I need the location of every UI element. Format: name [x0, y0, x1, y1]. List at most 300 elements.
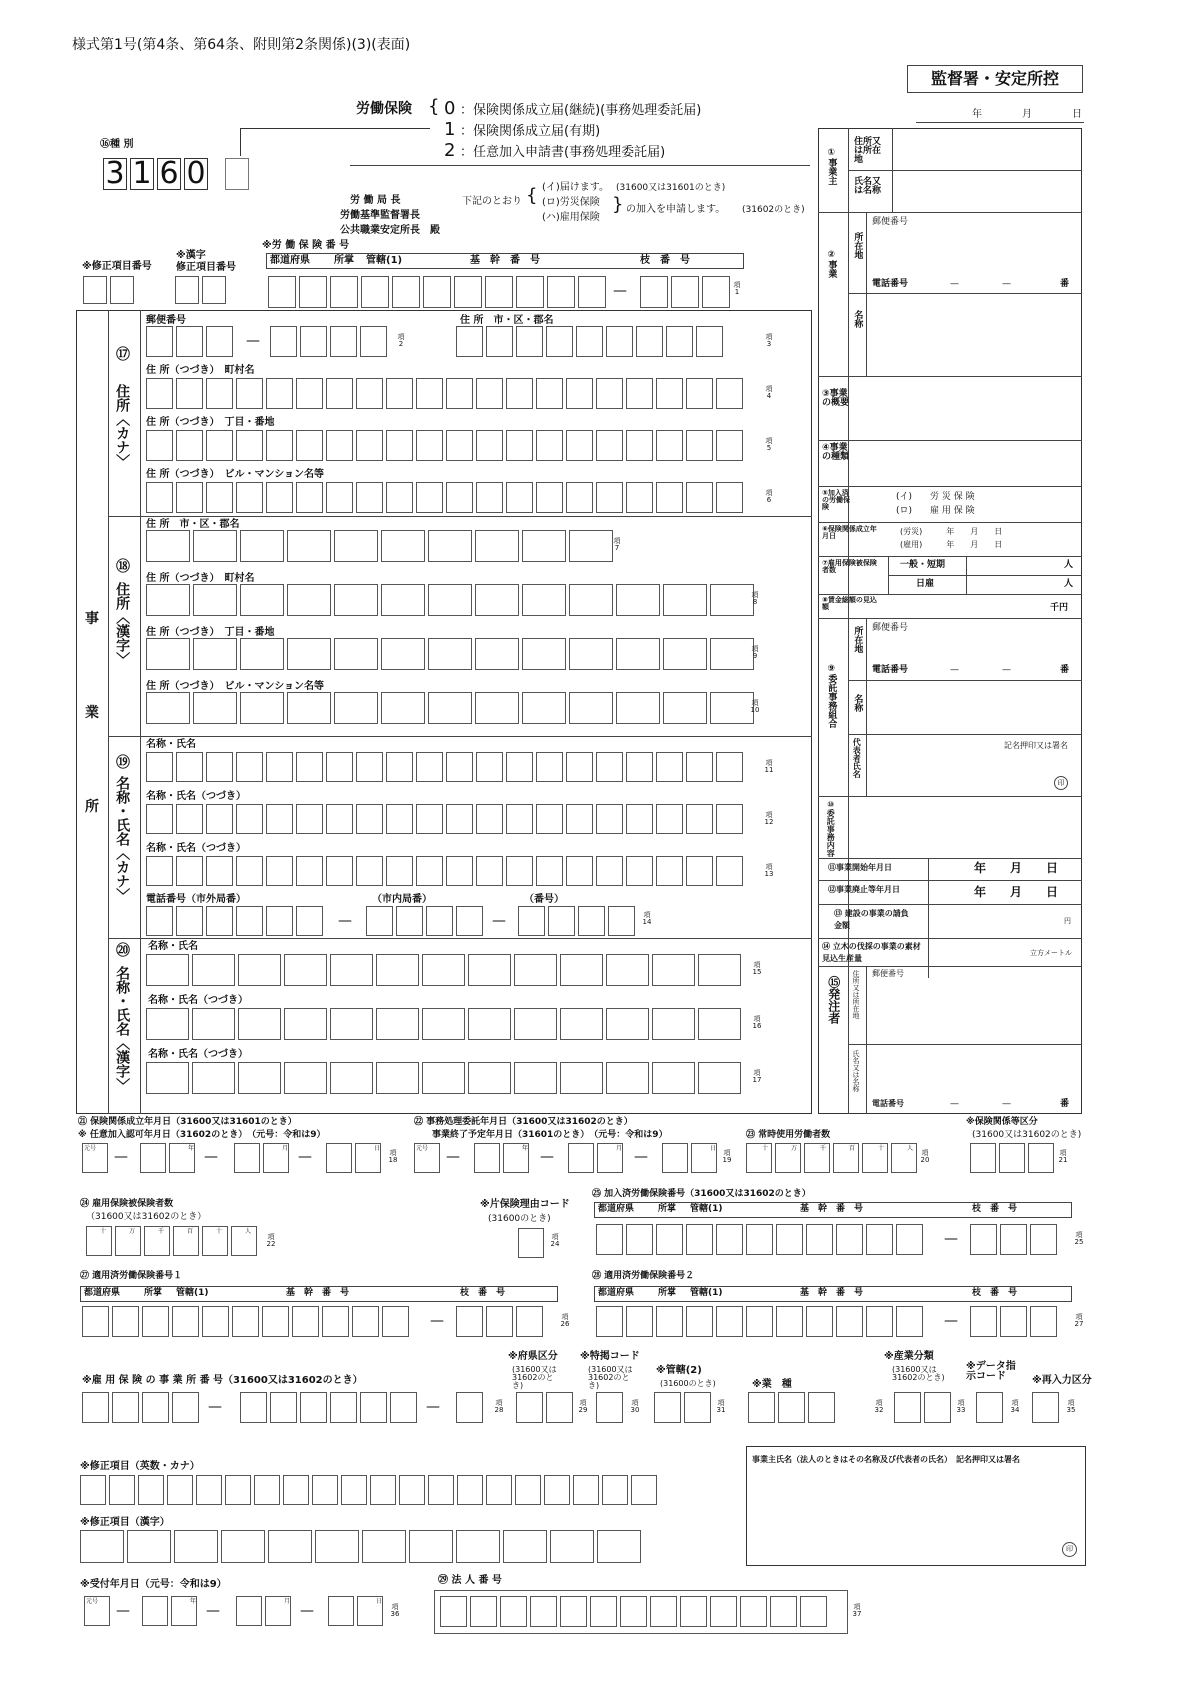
input-cell[interactable] [891, 1143, 917, 1173]
input-cell[interactable] [640, 276, 668, 308]
input-cell[interactable] [454, 276, 482, 308]
input-cell[interactable] [716, 482, 743, 513]
input-cell[interactable] [231, 1226, 257, 1256]
input-cell[interactable] [596, 1306, 623, 1337]
input-cell[interactable] [396, 906, 423, 936]
input-cell[interactable] [456, 906, 483, 936]
input-cell[interactable] [569, 638, 613, 670]
input-cell[interactable] [146, 584, 190, 616]
input-cell[interactable] [112, 1392, 139, 1423]
input-cell[interactable] [266, 482, 293, 513]
input-cell[interactable] [287, 530, 331, 562]
input-cell[interactable] [206, 378, 233, 409]
input-cell[interactable] [146, 326, 173, 357]
input-cell[interactable] [716, 752, 743, 782]
type-code-digit[interactable]: 3 [103, 158, 127, 190]
input-cell[interactable] [193, 692, 237, 724]
input-cell[interactable] [176, 906, 203, 936]
input-cell[interactable] [746, 1224, 773, 1255]
input-cell[interactable] [475, 530, 519, 562]
input-cell[interactable] [696, 326, 723, 357]
input-cell[interactable] [596, 1392, 623, 1423]
input-cell[interactable] [590, 1596, 617, 1627]
input-cell[interactable] [422, 1008, 465, 1040]
input-cell[interactable] [656, 378, 683, 409]
input-cell[interactable] [602, 1475, 628, 1505]
input-cell[interactable] [476, 856, 503, 886]
input-cell[interactable] [428, 638, 472, 670]
input-cell[interactable] [416, 804, 443, 834]
input-cell[interactable] [620, 1596, 647, 1627]
input-cell[interactable] [236, 482, 263, 513]
input-cell[interactable] [238, 954, 281, 986]
input-cell[interactable] [270, 1392, 297, 1423]
input-cell[interactable] [142, 1392, 169, 1423]
input-cell[interactable] [616, 692, 660, 724]
input-cell[interactable] [236, 804, 263, 834]
input-cell[interactable] [1030, 1224, 1057, 1255]
input-cell[interactable] [146, 1062, 189, 1094]
input-cell[interactable] [334, 638, 378, 670]
input-cell[interactable] [671, 276, 699, 308]
input-cell[interactable] [284, 1062, 327, 1094]
input-cell[interactable] [516, 1306, 543, 1337]
input-cell[interactable] [193, 584, 237, 616]
input-cell[interactable] [666, 326, 693, 357]
input-cell[interactable] [326, 430, 353, 461]
input-cell[interactable] [606, 326, 633, 357]
input-cell[interactable] [330, 1062, 373, 1094]
input-cell[interactable] [240, 692, 284, 724]
input-cell[interactable] [192, 1062, 235, 1094]
input-cell[interactable] [476, 482, 503, 513]
input-cell[interactable] [428, 584, 472, 616]
input-cell[interactable] [206, 906, 233, 936]
input-cell[interactable] [356, 804, 383, 834]
input-cell[interactable] [475, 584, 519, 616]
input-cell[interactable] [334, 692, 378, 724]
input-cell[interactable] [423, 276, 451, 308]
input-cell[interactable] [896, 1306, 923, 1337]
input-cell[interactable] [146, 856, 173, 886]
input-cell[interactable] [352, 1306, 379, 1337]
input-cell[interactable] [702, 276, 730, 308]
input-cell[interactable] [376, 1008, 419, 1040]
input-cell[interactable] [206, 430, 233, 461]
input-cell[interactable] [999, 1143, 1025, 1173]
type-code-digit[interactable]: 6 [157, 158, 181, 190]
input-cell[interactable] [626, 482, 653, 513]
input-cell[interactable] [456, 1392, 483, 1423]
input-cell[interactable] [804, 1143, 830, 1173]
input-cell[interactable] [518, 1228, 544, 1258]
input-cell[interactable] [569, 530, 613, 562]
input-cell[interactable] [536, 804, 563, 834]
input-cell[interactable] [334, 530, 378, 562]
input-cell[interactable] [606, 954, 649, 986]
input-cell[interactable] [506, 752, 533, 782]
input-cell[interactable] [468, 1062, 511, 1094]
input-cell[interactable] [236, 906, 263, 936]
input-cell[interactable] [518, 906, 545, 936]
input-cell[interactable] [416, 752, 443, 782]
input-cell[interactable] [775, 1143, 801, 1173]
input-cell[interactable] [746, 1143, 772, 1173]
input-cell[interactable] [240, 1392, 267, 1423]
input-cell[interactable] [550, 1530, 594, 1563]
input-cell[interactable] [284, 954, 327, 986]
input-cell[interactable] [146, 530, 190, 562]
input-cell[interactable] [109, 1475, 135, 1505]
input-cell[interactable] [626, 1306, 653, 1337]
input-cell[interactable] [522, 692, 566, 724]
input-cell[interactable] [296, 804, 323, 834]
input-cell[interactable] [970, 1143, 996, 1173]
input-cell[interactable] [296, 856, 323, 886]
input-cell[interactable] [506, 430, 533, 461]
input-cell[interactable] [560, 1008, 603, 1040]
input-cell[interactable] [426, 906, 453, 936]
input-cell[interactable] [287, 638, 331, 670]
input-cell[interactable] [376, 954, 419, 986]
input-cell[interactable] [292, 1306, 319, 1337]
input-cell[interactable] [662, 1143, 688, 1173]
input-cell[interactable] [456, 326, 483, 357]
input-cell[interactable] [716, 430, 743, 461]
input-cell[interactable] [173, 1226, 199, 1256]
input-cell[interactable] [283, 1475, 309, 1505]
input-cell[interactable] [236, 752, 263, 782]
input-cell[interactable] [536, 752, 563, 782]
input-cell[interactable] [322, 1306, 349, 1337]
input-cell[interactable] [176, 430, 203, 461]
input-cell[interactable] [428, 692, 472, 724]
input-cell[interactable] [475, 638, 519, 670]
input-cell[interactable] [596, 804, 623, 834]
input-cell[interactable] [330, 276, 358, 308]
input-cell[interactable] [193, 530, 237, 562]
input-cell[interactable] [522, 584, 566, 616]
input-cell[interactable] [1030, 1306, 1057, 1337]
input-cell[interactable] [236, 856, 263, 886]
input-cell[interactable] [366, 906, 393, 936]
input-cell[interactable] [636, 326, 663, 357]
input-cell[interactable] [626, 804, 653, 834]
input-cell[interactable] [686, 1306, 713, 1337]
input-cell[interactable] [240, 584, 284, 616]
input-cell[interactable] [862, 1143, 888, 1173]
input-cell[interactable] [193, 638, 237, 670]
input-cell[interactable] [296, 906, 323, 936]
input-cell[interactable] [240, 530, 284, 562]
input-cell[interactable] [206, 326, 233, 357]
input-cell[interactable] [422, 954, 465, 986]
input-cell[interactable] [474, 1143, 500, 1173]
input-cell[interactable] [626, 430, 653, 461]
input-cell[interactable] [698, 1008, 741, 1040]
input-cell[interactable] [776, 1306, 803, 1337]
input-cell[interactable] [710, 692, 754, 724]
input-cell[interactable] [468, 1008, 511, 1040]
input-cell[interactable] [1000, 1224, 1027, 1255]
input-cell[interactable] [287, 584, 331, 616]
input-cell[interactable] [631, 1475, 657, 1505]
input-cell[interactable] [362, 1530, 406, 1563]
input-cell[interactable] [225, 1475, 251, 1505]
input-cell[interactable] [341, 1475, 367, 1505]
input-cell[interactable] [894, 1392, 921, 1423]
input-cell[interactable] [710, 584, 754, 616]
input-cell[interactable] [381, 638, 425, 670]
input-cell[interactable] [506, 482, 533, 513]
input-cell[interactable] [240, 638, 284, 670]
input-cell[interactable] [536, 856, 563, 886]
input-cell[interactable] [778, 1392, 805, 1423]
input-cell[interactable] [566, 378, 593, 409]
input-cell[interactable] [596, 482, 623, 513]
input-cell[interactable] [568, 1143, 594, 1173]
input-cell[interactable] [326, 804, 353, 834]
input-cell[interactable] [716, 1306, 743, 1337]
input-cell[interactable] [236, 430, 263, 461]
type-code-digit[interactable] [225, 158, 249, 190]
input-cell[interactable] [486, 1475, 512, 1505]
input-cell[interactable] [144, 1226, 170, 1256]
input-cell[interactable] [284, 1008, 327, 1040]
input-cell[interactable] [390, 1392, 417, 1423]
input-cell[interactable] [300, 1392, 327, 1423]
input-cell[interactable] [569, 584, 613, 616]
input-cell[interactable] [663, 638, 707, 670]
input-cell[interactable] [376, 1062, 419, 1094]
input-cell[interactable] [485, 276, 513, 308]
input-cell[interactable] [686, 378, 713, 409]
input-cell[interactable] [686, 430, 713, 461]
input-cell[interactable] [416, 378, 443, 409]
input-cell[interactable] [470, 1596, 497, 1627]
input-cell[interactable] [236, 1596, 262, 1626]
input-cell[interactable] [566, 856, 593, 886]
input-cell[interactable] [446, 804, 473, 834]
input-cell[interactable] [287, 692, 331, 724]
input-cell[interactable] [326, 482, 353, 513]
input-cell[interactable] [698, 954, 741, 986]
input-cell[interactable] [976, 1392, 1003, 1423]
input-cell[interactable] [115, 1226, 141, 1256]
input-cell[interactable] [970, 1224, 997, 1255]
input-cell[interactable] [606, 1008, 649, 1040]
input-cell[interactable] [330, 1392, 357, 1423]
amend-cell[interactable] [110, 276, 134, 304]
input-cell[interactable] [440, 1596, 467, 1627]
input-cell[interactable] [596, 856, 623, 886]
input-cell[interactable] [312, 1475, 338, 1505]
input-cell[interactable] [296, 430, 323, 461]
input-cell[interactable] [626, 1224, 653, 1255]
input-cell[interactable] [896, 1224, 923, 1255]
input-cell[interactable] [569, 692, 613, 724]
input-cell[interactable] [698, 1062, 741, 1094]
input-cell[interactable] [112, 1306, 139, 1337]
input-cell[interactable] [506, 378, 533, 409]
input-cell[interactable] [86, 1226, 112, 1256]
input-cell[interactable] [468, 954, 511, 986]
input-cell[interactable] [656, 482, 683, 513]
input-cell[interactable] [172, 1392, 199, 1423]
input-cell[interactable] [206, 752, 233, 782]
input-cell[interactable] [392, 276, 420, 308]
input-cell[interactable] [192, 1008, 235, 1040]
input-cell[interactable] [800, 1596, 827, 1627]
input-cell[interactable] [576, 326, 603, 357]
input-cell[interactable] [236, 378, 263, 409]
input-cell[interactable] [1000, 1306, 1027, 1337]
input-cell[interactable] [80, 1475, 106, 1505]
input-cell[interactable] [330, 1008, 373, 1040]
input-cell[interactable] [326, 1143, 352, 1173]
input-cell[interactable] [597, 1530, 641, 1563]
input-cell[interactable] [656, 1224, 683, 1255]
input-cell[interactable] [315, 1530, 359, 1563]
kanji-amend-cell[interactable] [175, 276, 199, 304]
input-cell[interactable] [566, 430, 593, 461]
input-cell[interactable] [808, 1392, 835, 1423]
input-cell[interactable] [578, 906, 605, 936]
input-cell[interactable] [456, 1306, 483, 1337]
input-cell[interactable] [238, 1008, 281, 1040]
input-cell[interactable] [146, 906, 173, 936]
input-cell[interactable] [547, 276, 575, 308]
input-cell[interactable] [663, 692, 707, 724]
input-cell[interactable] [476, 430, 503, 461]
input-cell[interactable] [446, 752, 473, 782]
input-cell[interactable] [176, 378, 203, 409]
input-cell[interactable] [680, 1596, 707, 1627]
input-cell[interactable] [608, 906, 635, 936]
input-cell[interactable] [516, 276, 544, 308]
input-cell[interactable] [970, 1306, 997, 1337]
input-cell[interactable] [142, 1306, 169, 1337]
input-cell[interactable] [370, 1475, 396, 1505]
input-cell[interactable] [656, 856, 683, 886]
input-cell[interactable] [221, 1530, 265, 1563]
input-cell[interactable] [686, 482, 713, 513]
input-cell[interactable] [776, 1224, 803, 1255]
kanji-amend-cell[interactable] [202, 276, 226, 304]
input-cell[interactable] [573, 1475, 599, 1505]
input-cell[interactable] [80, 1530, 124, 1563]
input-cell[interactable] [476, 804, 503, 834]
input-cell[interactable] [656, 804, 683, 834]
input-cell[interactable] [1028, 1143, 1054, 1173]
input-cell[interactable] [330, 326, 357, 357]
input-cell[interactable] [356, 856, 383, 886]
input-cell[interactable] [334, 584, 378, 616]
input-cell[interactable] [560, 1062, 603, 1094]
input-cell[interactable] [176, 326, 203, 357]
input-cell[interactable] [606, 1062, 649, 1094]
input-cell[interactable] [206, 482, 233, 513]
input-cell[interactable] [356, 752, 383, 782]
input-cell[interactable] [866, 1306, 893, 1337]
input-cell[interactable] [596, 378, 623, 409]
input-cell[interactable] [456, 1530, 500, 1563]
input-cell[interactable] [238, 1062, 281, 1094]
input-cell[interactable] [506, 804, 533, 834]
input-cell[interactable] [476, 752, 503, 782]
input-cell[interactable] [536, 378, 563, 409]
input-cell[interactable] [686, 856, 713, 886]
input-cell[interactable] [268, 276, 296, 308]
input-cell[interactable] [686, 1224, 713, 1255]
input-cell[interactable] [578, 276, 606, 308]
input-cell[interactable] [416, 430, 443, 461]
input-cell[interactable] [146, 692, 190, 724]
input-cell[interactable] [500, 1596, 527, 1627]
input-cell[interactable] [196, 1475, 222, 1505]
input-cell[interactable] [652, 1008, 695, 1040]
input-cell[interactable] [300, 326, 327, 357]
input-cell[interactable] [476, 378, 503, 409]
input-cell[interactable] [140, 1143, 166, 1173]
input-cell[interactable] [386, 804, 413, 834]
input-cell[interactable] [650, 1596, 677, 1627]
amend-cell[interactable] [83, 276, 107, 304]
input-cell[interactable] [716, 856, 743, 886]
input-cell[interactable] [560, 1596, 587, 1627]
input-cell[interactable] [266, 804, 293, 834]
input-cell[interactable] [836, 1224, 863, 1255]
input-cell[interactable] [176, 856, 203, 886]
input-cell[interactable] [716, 1224, 743, 1255]
input-cell[interactable] [167, 1475, 193, 1505]
input-cell[interactable] [446, 482, 473, 513]
input-cell[interactable] [381, 692, 425, 724]
input-cell[interactable] [299, 276, 327, 308]
input-cell[interactable] [381, 584, 425, 616]
input-cell[interactable] [536, 430, 563, 461]
input-cell[interactable] [382, 1306, 409, 1337]
input-cell[interactable] [616, 638, 660, 670]
input-cell[interactable] [146, 482, 173, 513]
type-code-digit[interactable]: 0 [184, 158, 208, 190]
input-cell[interactable] [544, 1475, 570, 1505]
input-cell[interactable] [836, 1306, 863, 1337]
input-cell[interactable] [386, 856, 413, 886]
input-cell[interactable] [296, 482, 323, 513]
input-cell[interactable] [457, 1475, 483, 1505]
type-code-digit[interactable]: 1 [130, 158, 154, 190]
input-cell[interactable] [924, 1392, 951, 1423]
input-cell[interactable] [192, 954, 235, 986]
input-cell[interactable] [206, 856, 233, 886]
input-cell[interactable] [536, 482, 563, 513]
input-cell[interactable] [506, 856, 533, 886]
input-cell[interactable] [656, 752, 683, 782]
input-cell[interactable] [270, 326, 297, 357]
input-cell[interactable] [176, 482, 203, 513]
input-cell[interactable] [475, 692, 519, 724]
input-cell[interactable] [746, 1306, 773, 1337]
input-cell[interactable] [626, 752, 653, 782]
input-cell[interactable] [146, 752, 173, 782]
owner-signature-box[interactable] [746, 1446, 1086, 1566]
input-cell[interactable] [296, 752, 323, 782]
input-cell[interactable] [546, 326, 573, 357]
input-cell[interactable] [740, 1596, 767, 1627]
input-cell[interactable] [262, 1306, 289, 1337]
input-cell[interactable] [530, 1596, 557, 1627]
